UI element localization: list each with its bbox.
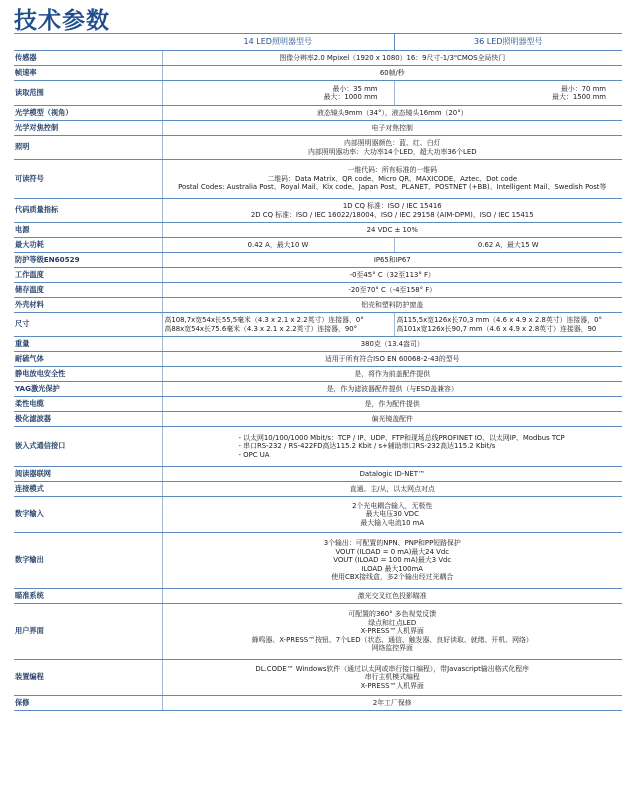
spec-value-line: 蜂鸣器、X-PRESS™按钮、7个LED（状态、通信、触发器、良好读取、就绪、开机、网络） bbox=[251, 635, 533, 644]
spec-value-line: 使用CBX接线盒，多2个输出经过光耦合 bbox=[331, 573, 454, 582]
spec-row bbox=[14, 51, 622, 66]
spec-label: 数字输出 bbox=[14, 533, 162, 589]
spec-value bbox=[162, 136, 622, 160]
spec-row bbox=[14, 604, 622, 660]
spec-row bbox=[14, 337, 622, 352]
spec-row bbox=[14, 298, 622, 313]
page-title: 技术参数 bbox=[14, 8, 110, 34]
spec-label: 光学模型（视角） bbox=[14, 106, 162, 121]
spec-value bbox=[162, 199, 622, 223]
spec-label: 防护等级EN60529 bbox=[14, 253, 162, 268]
spec-value-line: 2年工厂保修 bbox=[372, 698, 412, 707]
spec-row bbox=[14, 352, 622, 367]
spec-value-line: 2个光电耦合输入，无极性 bbox=[352, 501, 433, 510]
spec-value-14-led bbox=[162, 81, 394, 106]
spec-row bbox=[14, 121, 622, 136]
spec-row bbox=[14, 136, 622, 160]
spec-row bbox=[14, 397, 622, 412]
spec-value-line: 0.62 A，最大15 W bbox=[477, 240, 539, 249]
spec-value bbox=[162, 268, 622, 283]
spec-value bbox=[162, 533, 622, 589]
spec-value-line: 最大电压30 VDC bbox=[365, 510, 419, 519]
spec-value-line: - 以太网10/100/1000 Mbit/s：TCP / IP、UDP、FTP和现场总线PROFINET IO、以太网IP、Modbus TCP bbox=[238, 433, 565, 442]
spec-value bbox=[162, 412, 622, 427]
spec-value-line: X-PRESS™人机界面 bbox=[360, 627, 424, 636]
spec-value bbox=[162, 66, 622, 81]
spec-value-line: 是，作为配件提供 bbox=[364, 399, 420, 408]
spec-value-36-led bbox=[394, 238, 622, 253]
spec-row bbox=[14, 533, 622, 589]
spec-value-line: 串行主机模式编程 bbox=[364, 673, 420, 682]
spec-value-line: 最大：1000 mm bbox=[323, 93, 378, 101]
spec-value bbox=[162, 121, 622, 136]
spec-label: 尺寸 bbox=[14, 313, 162, 337]
spec-value-line: 0.42 A，最大10 W bbox=[247, 240, 309, 249]
spec-row bbox=[14, 497, 622, 533]
spec-value-14-led bbox=[162, 238, 394, 253]
spec-value-line: 3个输出：可配置的NPN、PNP和PP短路保护 bbox=[323, 539, 461, 548]
spec-value-line: 是，作为滤波器配件提供（与ESD盖兼容） bbox=[326, 384, 458, 393]
spec-value bbox=[162, 283, 622, 298]
spec-row bbox=[14, 696, 622, 711]
spec-value bbox=[162, 253, 622, 268]
spec-value-line: 最小：35 mm bbox=[332, 84, 378, 93]
spec-label: 传感器 bbox=[14, 51, 162, 66]
spec-value bbox=[162, 160, 622, 199]
spec-value-line: 液态镜头9mm（34°），液态镜头16mm（20°） bbox=[316, 108, 468, 117]
spec-label: 装置编程 bbox=[14, 660, 162, 696]
spec-value-line: 适用于所有符合ISO EN 60068-2-43的型号 bbox=[324, 354, 460, 363]
spec-row bbox=[14, 160, 622, 199]
spec-value-line: 绿点和红点LED bbox=[368, 618, 417, 627]
spec-row bbox=[14, 382, 622, 397]
spec-label: 帧速率 bbox=[14, 66, 162, 81]
spec-value-line: 是，将作为前盖配件提供 bbox=[354, 369, 431, 378]
spec-row bbox=[14, 412, 622, 427]
spec-value-line: 偏光镜盖配件 bbox=[371, 414, 413, 423]
spec-value-14-led bbox=[162, 313, 394, 337]
spec-value-line: X-PRESS™人机界面 bbox=[360, 681, 424, 690]
spec-label: 极化滤波器 bbox=[14, 412, 162, 427]
spec-label: 耐硫气体 bbox=[14, 352, 162, 367]
spec-value-line: 24 VDC ± 10% bbox=[366, 225, 418, 234]
spec-row bbox=[14, 589, 622, 604]
header-14-led: 14 LED照明器型号 bbox=[162, 34, 394, 51]
spec-row bbox=[14, 660, 622, 696]
spec-label: 用户界面 bbox=[14, 604, 162, 660]
spec-row bbox=[14, 238, 622, 253]
spec-label: 光学对焦控制 bbox=[14, 121, 162, 136]
spec-value-line: 最大：1500 mm bbox=[552, 93, 606, 101]
spec-value bbox=[162, 604, 622, 660]
spec-row bbox=[14, 313, 622, 337]
spec-value-line: IP65和IP67 bbox=[373, 255, 411, 264]
spec-value-line: 380克（13.4盎司） bbox=[360, 339, 424, 348]
spec-value-36-led bbox=[394, 313, 622, 337]
spec-row bbox=[14, 253, 622, 268]
spec-value bbox=[162, 482, 622, 497]
spec-value-line: 1D CQ 标准：ISO / IEC 15416 bbox=[342, 202, 442, 211]
spec-value bbox=[162, 51, 622, 66]
spec-row bbox=[14, 223, 622, 238]
spec-value-line: Datalogic ID-NET™ bbox=[359, 469, 425, 478]
spec-value-line: 激光交叉红色投影瞄准 bbox=[357, 591, 427, 600]
spec-label: 读取范围 bbox=[14, 81, 162, 106]
spec-value-line: 铝壳和塑料防护窗盖 bbox=[361, 300, 424, 309]
spec-label: 数字输入 bbox=[14, 497, 162, 533]
spec-value-36-led bbox=[394, 81, 622, 106]
spec-value-line: 二维码：Data Matrix、QR code、Micro QR、MAXICODE、Aztec、Dot code bbox=[267, 174, 518, 183]
spec-value bbox=[162, 497, 622, 533]
spec-row bbox=[14, 482, 622, 497]
spec-value-line: Postal Codes: Australia Post、Royal Mail、Kix code、Japan Post、PLANET、POSTNET (+BB)、Intelligent Mail、Swedish Post等 bbox=[178, 183, 607, 192]
spec-value-line: VOUT (ILOAD = 100 mA)最大3 Vdc bbox=[333, 556, 452, 565]
spec-value bbox=[162, 298, 622, 313]
spec-value-line: 可配置的360° 多色视觉反馈 bbox=[348, 610, 437, 619]
spec-row bbox=[14, 283, 622, 298]
spec-value bbox=[162, 696, 622, 711]
spec-row bbox=[14, 66, 622, 81]
spec-value bbox=[162, 352, 622, 367]
spec-value-line: ILOAD 最大100mA bbox=[361, 564, 423, 573]
spec-value-line: -20至70° C（-4至158° F） bbox=[348, 285, 437, 294]
spec-value-line: 最小：70 mm bbox=[560, 84, 606, 93]
spec-value-line: 内部照明器功率：大功率14个LED，超大功率36个LED bbox=[307, 147, 477, 156]
spec-label: 连接模式 bbox=[14, 482, 162, 497]
spec-label: 重量 bbox=[14, 337, 162, 352]
spec-label: YAG激光保护 bbox=[14, 382, 162, 397]
spec-label: 最大功耗 bbox=[14, 238, 162, 253]
spec-label: 可读符号 bbox=[14, 160, 162, 199]
spec-value-line: 最大输入电流10 mA bbox=[360, 518, 425, 527]
spec-label: 储存温度 bbox=[14, 283, 162, 298]
spec-value-line: 高115,5x宽126x长70,3 mm（4.6 x 4.9 x 2.8英寸）连接器，0° bbox=[396, 316, 602, 325]
spec-value-line: 内部照明器颜色：蓝、红、白灯 bbox=[344, 139, 441, 148]
spec-value bbox=[162, 397, 622, 412]
spec-value-line: DL.CODE™ Windows软件（通过以太网或串行接口编程），带Javascript输出格式化程序 bbox=[255, 664, 530, 673]
spec-table bbox=[14, 33, 622, 711]
spec-value bbox=[162, 427, 622, 467]
spec-header-row bbox=[14, 34, 622, 51]
spec-row bbox=[14, 427, 622, 467]
spec-row bbox=[14, 367, 622, 382]
spec-value-line: VOUT (ILOAD = 0 mA)最大24 Vdc bbox=[335, 547, 450, 556]
spec-label: 保修 bbox=[14, 696, 162, 711]
spec-label: 静电放电安全性 bbox=[14, 367, 162, 382]
spec-value bbox=[162, 589, 622, 604]
spec-value-line: 直通、主/从，以太网点对点 bbox=[349, 484, 435, 493]
spec-label: 柔性电缆 bbox=[14, 397, 162, 412]
spec-label: 瞄准系统 bbox=[14, 589, 162, 604]
spec-label: 照明 bbox=[14, 136, 162, 160]
spec-value bbox=[162, 223, 622, 238]
spec-value-line: - OPC UA bbox=[238, 450, 270, 459]
spec-value bbox=[162, 382, 622, 397]
spec-value-line: 2D CQ 标准：ISO / IEC 16022/18004、ISO / IEC 29158 (AIM-DPM)、ISO / IEC 15415 bbox=[250, 210, 534, 219]
spec-value-line: 一维代码：所有标准的一维码 bbox=[347, 166, 438, 175]
spec-value bbox=[162, 367, 622, 382]
spec-row bbox=[14, 268, 622, 283]
spec-row bbox=[14, 81, 622, 106]
spec-value-line: 高101x宽126x长90,7 mm（4.6 x 4.9 x 2.8英寸）连接器，90 bbox=[396, 324, 597, 333]
spec-label: 工作温度 bbox=[14, 268, 162, 283]
spec-value bbox=[162, 660, 622, 696]
spec-row bbox=[14, 106, 622, 121]
spec-value-line: 网络监控界面 bbox=[371, 644, 413, 653]
spec-row bbox=[14, 467, 622, 482]
spec-row bbox=[14, 199, 622, 223]
header-36-led: 36 LED照明器型号 bbox=[394, 34, 622, 51]
spec-label: 阅读器联网 bbox=[14, 467, 162, 482]
spec-label: 电源 bbox=[14, 223, 162, 238]
spec-value-line: 电子对焦控制 bbox=[371, 123, 413, 132]
spec-value-line: 高88x宽54x长75.6毫米（4.3 x 2.1 x 2.2英寸）连接器，90° bbox=[164, 324, 358, 333]
spec-value bbox=[162, 106, 622, 121]
spec-value bbox=[162, 467, 622, 482]
spec-value-line: 图像分辨率2.0 Mpixel（1920 x 1080）16：9尺寸-1/3"CMOS全局快门 bbox=[279, 53, 506, 62]
header-blank bbox=[14, 34, 162, 51]
spec-label: 代码质量指标 bbox=[14, 199, 162, 223]
spec-value-line: 高108,7x宽54x长55,5毫米（4.3 x 2.1 x 2.2英寸）连接器，0° bbox=[164, 316, 364, 325]
spec-value bbox=[162, 337, 622, 352]
spec-value-line: - 串口RS-232 / RS-422FD高达115.2 Kbit / s+辅助串口RS-232高达115.2 Kbit/s bbox=[238, 442, 496, 451]
spec-label: 外壳材料 bbox=[14, 298, 162, 313]
spec-value-line: -0至45° C（32至113° F） bbox=[349, 270, 435, 279]
spec-value-line: 60帧/秒 bbox=[379, 68, 405, 77]
spec-label: 嵌入式通信接口 bbox=[14, 427, 162, 467]
